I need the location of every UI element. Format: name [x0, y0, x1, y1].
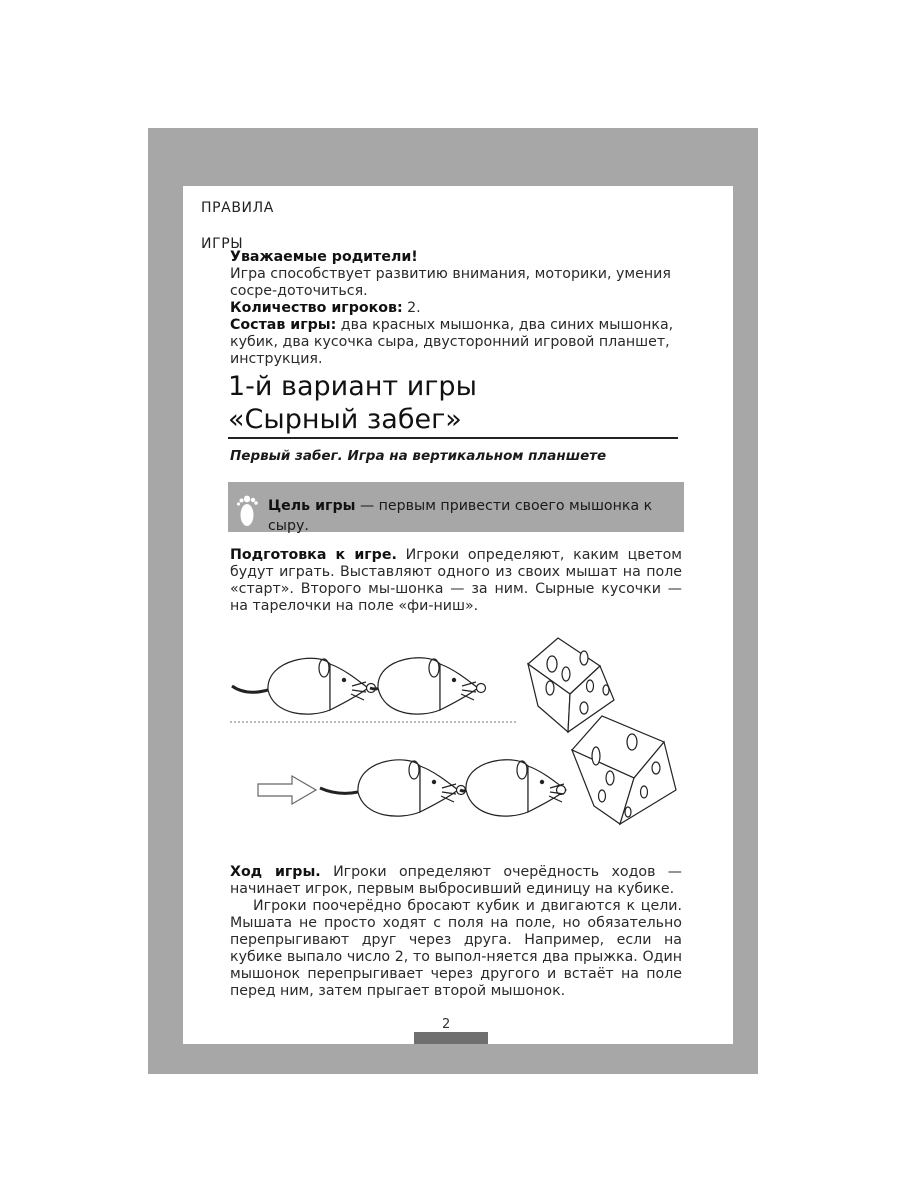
gameplay-paragraph-2: Игроки поочерёдно бросают кубик и двигаются к цели. Мышата не просто ходят с поля на поле, но обязательно перепрыгивают друг через друга. Например, если на кубике выпало число 2, то выпол-няется два прыжка. Один мышонок перепрыгивает через другого и встаёт на поле перед ним, затем прыгает второй мышонок. — [230, 898, 682, 999]
goal-description: — первым привести своего мышонка к сыру. — [268, 498, 653, 534]
mouse-illustration — [232, 658, 376, 714]
cheese-cube-illustration — [572, 716, 676, 824]
variant-title — [228, 370, 477, 436]
preparation-label: Подготовка к игре. — [230, 547, 397, 563]
gameplay-label: Ход игры. — [230, 864, 321, 880]
mouse-illustration — [320, 760, 466, 816]
gameplay-text: Игроки определяют очерёдность ходов — начинает игрок, первым выбросивший единицу на кубике. — [230, 864, 682, 897]
intro-block — [230, 249, 700, 368]
page-number-bar — [414, 1032, 488, 1044]
mouse-illustration — [460, 760, 566, 816]
goal-text — [268, 496, 684, 536]
goal-label: Цель игры — [268, 498, 356, 514]
variant-title-line2: «Сырный забег» — [228, 404, 462, 435]
title-rule — [228, 437, 678, 439]
preparation-paragraph — [230, 547, 682, 615]
greeting: Уважаемые родители! — [230, 249, 418, 265]
footprint-icon — [232, 486, 262, 530]
gameplay-section — [230, 864, 682, 1000]
contents-value: два красных мышонка, два синих мышонка, кубик, два кусочка сыра, двусторонний игровой планшет, инструкция. — [230, 317, 674, 367]
preparation-text: Игроки определяют, каким цветом будут играть. Выставляют одного из своих мышат на поле «старт». Второго мы-шонка — за ним. Сырные кусочки — на тарелочки на поле «фи-ниш». — [230, 547, 683, 614]
mouse-illustration — [370, 658, 486, 714]
variant-title-line1: 1-й вариант игры — [228, 371, 477, 402]
goal-bar — [228, 482, 684, 532]
players-value: 2. — [402, 300, 421, 316]
arrow-icon — [258, 776, 316, 804]
contents-label: Состав игры: — [230, 317, 337, 333]
page-number: 2 — [442, 1017, 451, 1032]
mice-and-cheese-illustration — [220, 630, 700, 840]
purpose-text: Игра способствует развитию внимания, моторики, умения сосре-доточиться. — [230, 266, 671, 299]
variant-subtitle: Первый забег. Игра на вертикальном планшете — [230, 448, 607, 464]
section-tab: ПРАВИЛА ИГРЫ — [185, 190, 320, 226]
players-label: Количество игроков: — [230, 300, 403, 316]
